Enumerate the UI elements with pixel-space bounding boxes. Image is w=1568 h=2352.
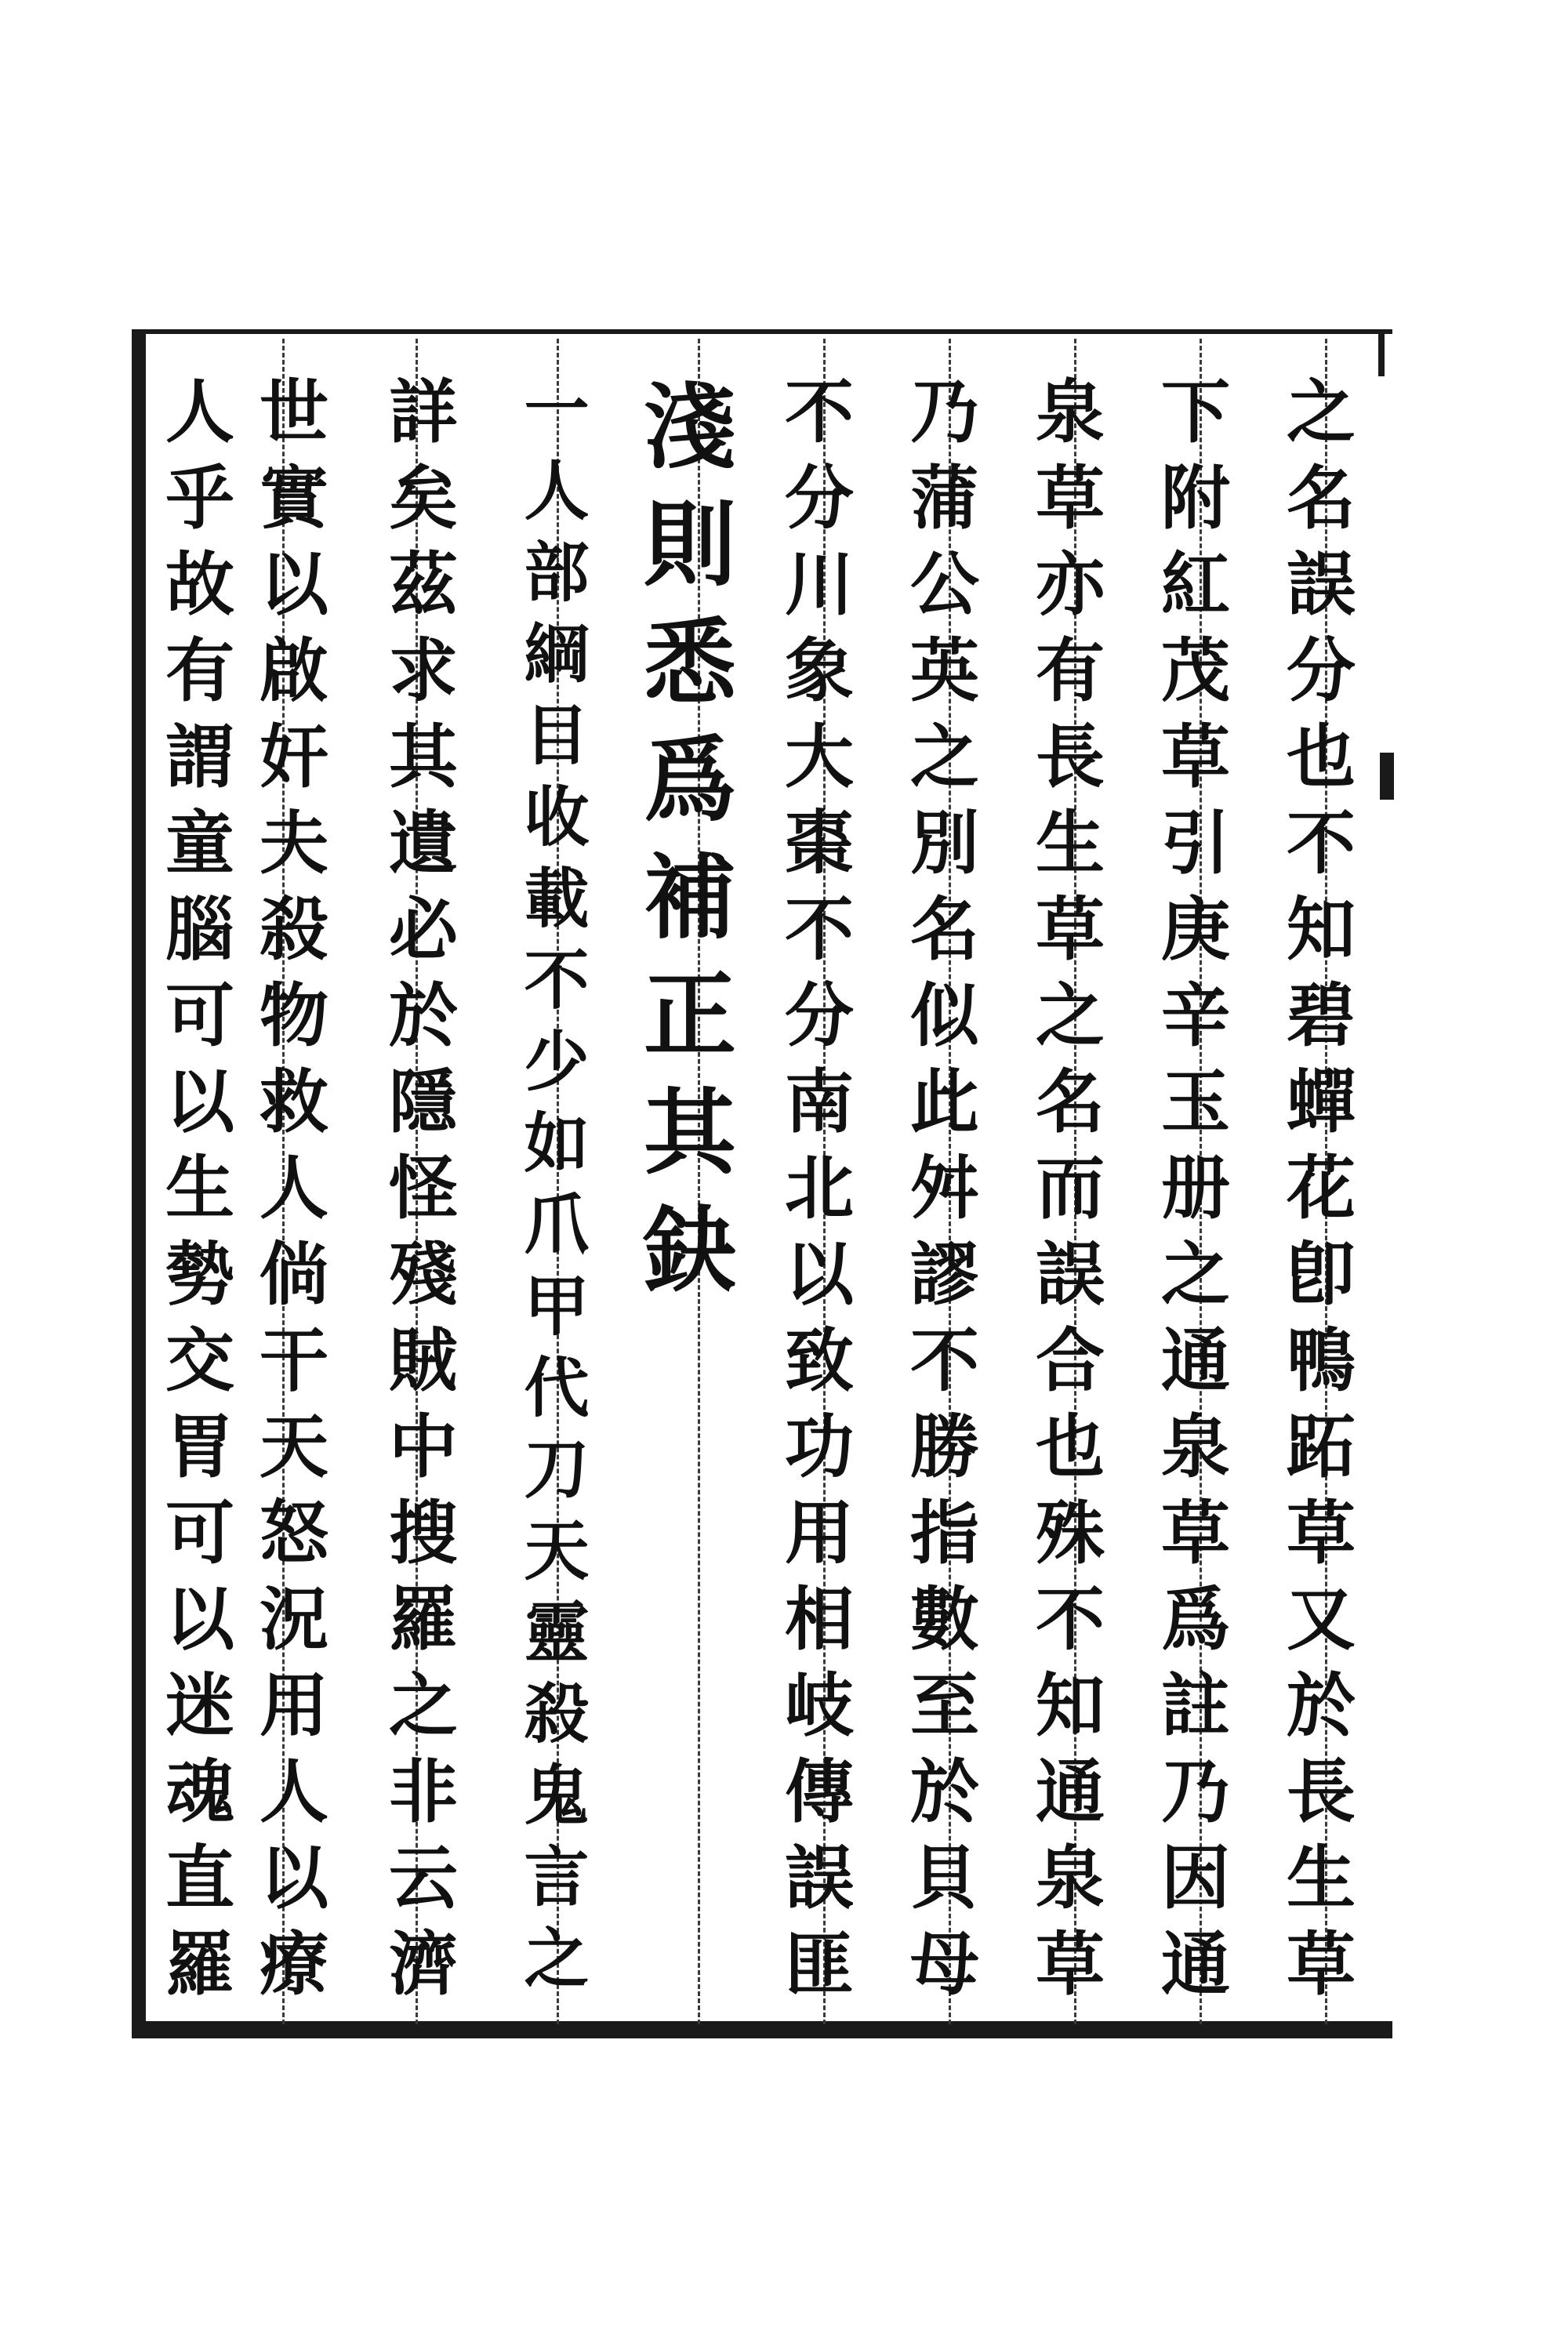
glyph: 之: [524, 1920, 590, 1997]
glyph: 知: [1286, 888, 1356, 970]
glyph: 傳: [784, 1751, 854, 1832]
glyph: 於: [909, 1751, 979, 1832]
glyph: 殊: [1035, 1492, 1105, 1573]
glyph: 有: [165, 630, 234, 711]
glyph: 悉: [643, 608, 736, 717]
glyph: 茲: [388, 543, 458, 625]
glyph: 代: [524, 1349, 590, 1426]
glyph: 用: [784, 1492, 854, 1573]
glyph: 勢: [165, 1233, 234, 1315]
glyph: 註: [1160, 1664, 1230, 1746]
glyph: 因: [1160, 1837, 1230, 1918]
glyph: 舛: [909, 1147, 979, 1229]
glyph: 別: [909, 802, 979, 884]
glyph: 南: [784, 1061, 854, 1142]
glyph: 乎: [165, 457, 234, 539]
glyph: 求: [388, 630, 458, 711]
frame-fold-mark: [1380, 753, 1394, 800]
glyph: 蟬: [1286, 1061, 1356, 1142]
glyph: 通: [1160, 1923, 1230, 2005]
glyph: 於: [388, 975, 458, 1056]
glyph: 夫: [259, 802, 328, 884]
glyph: 以: [259, 543, 328, 625]
glyph: 不: [784, 371, 854, 452]
glyph: 怒: [259, 1492, 328, 1573]
glyph: 刀: [524, 1431, 590, 1508]
text-column-8: [365, 368, 482, 2007]
glyph: 交: [165, 1319, 234, 1401]
glyph: 必: [388, 888, 458, 970]
glyph: 草: [1035, 1923, 1105, 2005]
glyph: 救: [259, 1061, 328, 1142]
glyph: 之: [909, 716, 979, 797]
glyph: 人: [259, 1147, 328, 1229]
glyph: 甲: [524, 1268, 590, 1345]
glyph: 用: [259, 1664, 328, 1746]
glyph: 草: [1160, 716, 1230, 797]
glyph: 泉: [1160, 1406, 1230, 1487]
glyph: 誤: [784, 1837, 854, 1918]
glyph: 棗: [784, 802, 854, 884]
glyph: 跖: [1286, 1406, 1356, 1487]
glyph: 蒲: [909, 457, 979, 539]
glyph: 中: [388, 1406, 458, 1487]
glyph: 故: [165, 543, 234, 625]
glyph: 天: [524, 1512, 590, 1589]
glyph: 淺: [643, 372, 736, 481]
glyph: 亦: [1035, 543, 1105, 625]
glyph: 此: [909, 1061, 979, 1142]
glyph: 之: [388, 1664, 458, 1746]
glyph: 誤: [1286, 543, 1356, 625]
glyph: 大: [784, 716, 854, 797]
glyph: 分: [784, 975, 854, 1056]
glyph: 名: [1286, 457, 1356, 539]
text-column-2: [1137, 368, 1254, 2007]
glyph: 草: [1035, 457, 1105, 539]
glyph: 不: [1286, 802, 1356, 884]
glyph: 玉: [1160, 1061, 1230, 1142]
glyph: 療: [259, 1923, 328, 2005]
glyph: 不: [909, 1319, 979, 1401]
glyph: 乃: [1160, 1751, 1230, 1832]
glyph: 濟: [388, 1923, 458, 2005]
text-column-1: [1262, 368, 1380, 2007]
glyph: 啟: [259, 630, 328, 711]
glyph: 川: [784, 543, 854, 625]
glyph: 矣: [388, 457, 458, 539]
glyph: 一: [524, 371, 590, 448]
glyph: 載: [524, 860, 590, 937]
glyph: 其: [388, 716, 458, 797]
glyph: 有: [1035, 630, 1105, 711]
glyph: 分: [784, 457, 854, 539]
glyph: 人: [524, 452, 590, 529]
glyph: 貝: [909, 1837, 979, 1918]
glyph: 花: [1286, 1147, 1356, 1229]
glyph: 功: [784, 1406, 854, 1487]
glyph: 詳: [388, 371, 458, 452]
glyph: 謂: [165, 716, 234, 797]
glyph: 長: [1035, 716, 1105, 797]
glyph: 也: [1286, 716, 1356, 797]
glyph: 部: [524, 534, 590, 611]
glyph: 母: [909, 1923, 979, 2005]
glyph: 之: [1286, 371, 1356, 452]
glyph: 奸: [259, 716, 328, 797]
glyph: 遺: [388, 802, 458, 884]
glyph: 非: [388, 1751, 458, 1832]
glyph: 似: [909, 975, 979, 1056]
glyph: 胃: [165, 1406, 234, 1487]
text-column-6: [631, 368, 749, 2007]
glyph: 以: [165, 1578, 234, 1660]
glyph: 不: [1035, 1578, 1105, 1660]
glyph: 可: [165, 975, 234, 1056]
glyph: 通: [1160, 1319, 1230, 1401]
glyph: 册: [1160, 1147, 1230, 1229]
glyph: 下: [1160, 371, 1230, 452]
glyph: 象: [784, 630, 854, 711]
glyph: 羅: [388, 1578, 458, 1660]
glyph: 爲: [643, 725, 736, 834]
glyph: 英: [909, 630, 979, 711]
glyph: 腦: [165, 888, 234, 970]
glyph: 而: [1035, 1147, 1105, 1229]
glyph: 直: [165, 1837, 234, 1918]
glyph: 如: [524, 1105, 590, 1181]
glyph: 謬: [909, 1233, 979, 1315]
glyph: 知: [1035, 1664, 1105, 1746]
glyph: 以: [165, 1061, 234, 1142]
glyph: 云: [388, 1837, 458, 1918]
glyph: 天: [259, 1406, 328, 1487]
glyph: 致: [784, 1319, 854, 1401]
glyph: 干: [259, 1319, 328, 1401]
glyph: 殘: [388, 1233, 458, 1315]
glyph: 魂: [165, 1751, 234, 1832]
glyph: 附: [1160, 457, 1230, 539]
glyph: 誤: [1035, 1233, 1105, 1315]
glyph: 泉: [1035, 1837, 1105, 1918]
glyph: 引: [1160, 802, 1230, 884]
glyph: 殺: [524, 1675, 590, 1752]
glyph: 收: [524, 779, 590, 855]
glyph: 以: [259, 1837, 328, 1918]
glyph: 草: [1286, 1492, 1356, 1573]
glyph: 草: [1035, 888, 1105, 970]
glyph: 爲: [1160, 1578, 1230, 1660]
glyph: 鬼: [524, 1757, 590, 1834]
glyph: 至: [909, 1664, 979, 1746]
glyph: 又: [1286, 1578, 1356, 1660]
glyph: 隱: [388, 1061, 458, 1142]
glyph: 於: [1286, 1664, 1356, 1746]
glyph: 草: [1160, 1492, 1230, 1573]
glyph: 少: [524, 1023, 590, 1100]
glyph: 生: [1286, 1837, 1356, 1918]
text-column-7: [498, 368, 615, 2007]
glyph: 正: [643, 960, 736, 1069]
glyph: 以: [784, 1233, 854, 1315]
glyph: 茂: [1160, 630, 1230, 711]
glyph: 迷: [165, 1664, 234, 1746]
glyph: 言: [524, 1838, 590, 1915]
glyph: 數: [909, 1578, 979, 1660]
glyph: 泉: [1035, 371, 1105, 452]
glyph: 綱: [524, 615, 590, 692]
glyph: 目: [524, 697, 590, 774]
glyph: 辛: [1160, 975, 1230, 1056]
glyph: 爪: [524, 1186, 590, 1263]
glyph: 相: [784, 1578, 854, 1660]
text-column-4: [886, 368, 1004, 2007]
glyph: 指: [909, 1492, 979, 1573]
glyph: 實: [259, 457, 328, 539]
glyph: 童: [165, 802, 234, 884]
glyph: 勝: [909, 1406, 979, 1487]
glyph: 長: [1286, 1751, 1356, 1832]
glyph: 怪: [388, 1147, 458, 1229]
glyph: 通: [1035, 1751, 1105, 1832]
glyph: 賊: [388, 1319, 458, 1401]
glyph: 物: [259, 975, 328, 1056]
glyph: 搜: [388, 1492, 458, 1573]
glyph: 之: [1035, 975, 1105, 1056]
glyph: 草: [1286, 1923, 1356, 2005]
glyph: 也: [1035, 1406, 1105, 1487]
glyph: 世: [259, 371, 328, 452]
glyph: 名: [1035, 1061, 1105, 1142]
glyph: 其: [643, 1078, 736, 1187]
glyph: 庚: [1160, 888, 1230, 970]
text-column-10: [141, 368, 259, 2007]
glyph: 碧: [1286, 975, 1356, 1056]
glyph: 鴨: [1286, 1319, 1356, 1401]
glyph: 生: [1035, 802, 1105, 884]
glyph: 羅: [165, 1923, 234, 2005]
glyph: 殺: [259, 888, 328, 970]
glyph: 公: [909, 543, 979, 625]
glyph: 人: [165, 371, 234, 452]
glyph: 倘: [259, 1233, 328, 1315]
glyph: 名: [909, 888, 979, 970]
glyph: 況: [259, 1578, 328, 1660]
glyph: 合: [1035, 1319, 1105, 1401]
text-column-5: [760, 368, 878, 2007]
glyph: 乃: [909, 371, 979, 452]
glyph: 不: [524, 942, 590, 1018]
glyph: 鈌: [643, 1196, 736, 1305]
glyph: 岐: [784, 1664, 854, 1746]
glyph: 北: [784, 1147, 854, 1229]
glyph: 不: [784, 888, 854, 970]
glyph: 分: [1286, 630, 1356, 711]
glyph: 卽: [1286, 1233, 1356, 1315]
text-column-3: [1011, 368, 1129, 2007]
glyph: 可: [165, 1492, 234, 1573]
glyph: 匪: [784, 1923, 854, 2005]
glyph: 之: [1160, 1233, 1230, 1315]
glyph: 則: [643, 490, 736, 599]
glyph: 人: [259, 1751, 328, 1832]
glyph: 靈: [524, 1594, 590, 1671]
glyph: 補: [643, 843, 736, 952]
glyph: 生: [165, 1147, 234, 1229]
glyph: 紅: [1160, 543, 1230, 625]
